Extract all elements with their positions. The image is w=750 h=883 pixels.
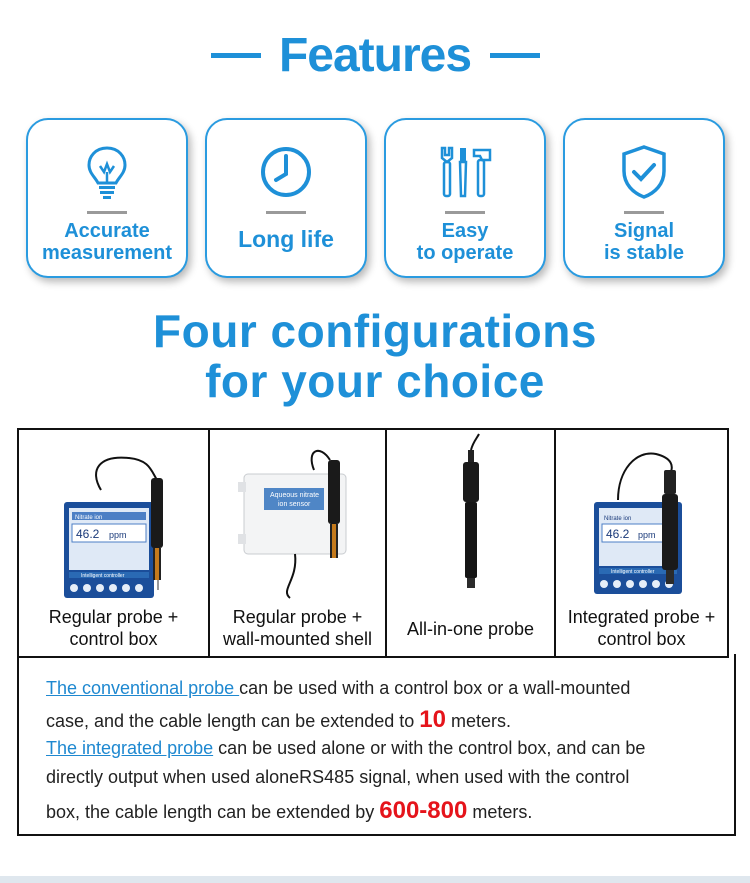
integrated-controller-image bbox=[556, 430, 727, 600]
features-header bbox=[0, 28, 750, 98]
feature-card-accurate bbox=[26, 118, 188, 278]
config-all-in-one bbox=[387, 430, 556, 656]
desc-line-1: The conventional probe can be used with a control box or a wall-mounted bbox=[46, 678, 631, 698]
conventional-probe-link[interactable]: The conventional probe bbox=[46, 678, 240, 698]
feature-card-easy bbox=[384, 118, 546, 278]
clock-icon bbox=[207, 144, 365, 200]
bottom-divider bbox=[0, 876, 750, 883]
feature-label: Signal is stable bbox=[603, 220, 685, 264]
feature-divider bbox=[266, 211, 306, 214]
integrated-probe-link[interactable]: The integrated probe bbox=[46, 738, 214, 758]
screen-value: 46.2 bbox=[606, 527, 630, 541]
wall-shell-probe-image bbox=[210, 430, 385, 600]
title-dash-right bbox=[490, 53, 540, 58]
shield-check-icon bbox=[565, 144, 723, 200]
screen-value: 46.2 bbox=[76, 527, 100, 541]
feature-divider bbox=[624, 211, 664, 214]
config-caption: Integrated probe + control box bbox=[567, 607, 716, 649]
shell-label-line2: ion sensor bbox=[278, 501, 311, 508]
all-in-one-probe-image bbox=[387, 430, 554, 600]
config-regular-wall-shell bbox=[210, 430, 387, 656]
shell-label-line1: Aqueous nitrate bbox=[270, 492, 320, 499]
configs-heading-line1: Four configurations bbox=[153, 305, 597, 357]
desc-line-4: directly output when used aloneRS485 signal, when used with the control bbox=[46, 767, 630, 787]
controller-panel-text: Intelligent controller bbox=[611, 569, 655, 575]
page-title: Features bbox=[278, 29, 472, 82]
feature-divider bbox=[445, 211, 485, 214]
feature-card-signal bbox=[563, 118, 725, 278]
config-integrated-control-box bbox=[556, 430, 727, 656]
config-regular-control-box bbox=[19, 430, 210, 656]
screen-unit: ppm bbox=[109, 530, 127, 540]
configurations-grid bbox=[17, 428, 729, 658]
title-dash-left bbox=[211, 53, 261, 58]
controller-panel-text: Intelligent controller bbox=[81, 573, 125, 579]
screen-unit: ppm bbox=[638, 530, 656, 540]
desc-line-3: The integrated probe can be used alone or with the control box, and can be bbox=[46, 738, 646, 758]
config-caption: All-in-one probe bbox=[406, 619, 535, 639]
controller-probe-image bbox=[19, 430, 208, 600]
feature-divider bbox=[87, 211, 127, 214]
tools-icon bbox=[386, 144, 544, 200]
screen-label: Nitrate ion bbox=[604, 516, 632, 522]
desc-line-2: case, and the cable length can be extended to 10 meters. bbox=[46, 706, 511, 733]
feature-label: Long life bbox=[238, 226, 334, 252]
feature-card-long-life bbox=[205, 118, 367, 278]
screen-label: Nitrate ion bbox=[75, 515, 103, 521]
feature-label: Easy to operate bbox=[416, 220, 514, 264]
config-caption: Regular probe + wall-mounted shell bbox=[222, 607, 373, 649]
description-box bbox=[17, 654, 736, 836]
desc-line-5: box, the cable length can be extended by 600-800 meters. bbox=[46, 797, 533, 824]
configs-heading-line2: for your choice bbox=[205, 355, 545, 407]
extended-length-value: 600-800 bbox=[379, 797, 468, 824]
feature-label: Accurate measurement bbox=[41, 220, 173, 264]
cable-length-value: 10 bbox=[419, 706, 446, 733]
config-caption: Regular probe + control box bbox=[48, 607, 179, 649]
lightbulb-icon bbox=[28, 144, 186, 200]
